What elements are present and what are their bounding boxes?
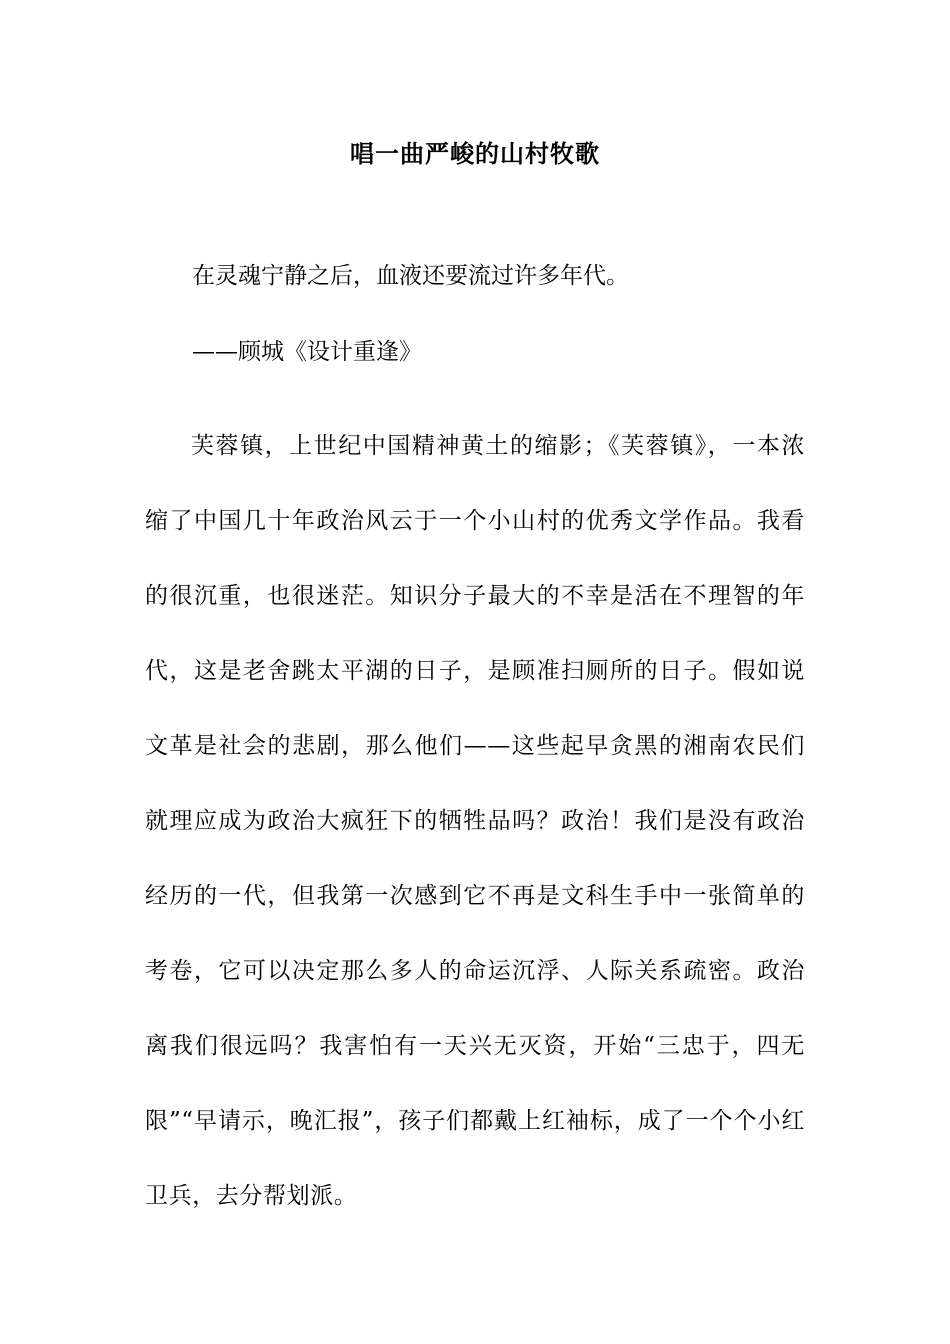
document-title: 唱一曲严峻的山村牧歌 xyxy=(350,139,600,168)
epigraph-line: 在灵魂宁静之后，血液还要流过许多年代。 xyxy=(192,263,629,289)
epigraph-attribution: ——顾城《设计重逢》 xyxy=(192,339,422,365)
body-paragraph: 芙蓉镇，上世纪中国精神黄土的缩影；《芙蓉镇》，一本浓缩了中国几十年政治风云于一个小山村的优秀文学作品。我看的很沉重，也很迷茫。知识分子最大的不幸是活在不理智的年代，这是老舍跳太平湖的日子，是顾准扫厕所的日子。假如说文革是社会的悲剧，那么他们——这些起早贪黑的湘南农民们就理应成为政治大疯狂下的牺牲品吗？政治！我们是没有政治经历的一代，但我第一次感到它不再是文科生手中一张简单的考卷，它可以决定那么多人的命运沉浮、人际关系疏密。政治离我们很远吗？我害怕有一天兴无灭资，开始“三忠于，四无限”“早请示，晚汇报”，孩子们都戴上红袖标，成了一个个小红卫兵，去分帮划派。 xyxy=(145,433,805,1209)
